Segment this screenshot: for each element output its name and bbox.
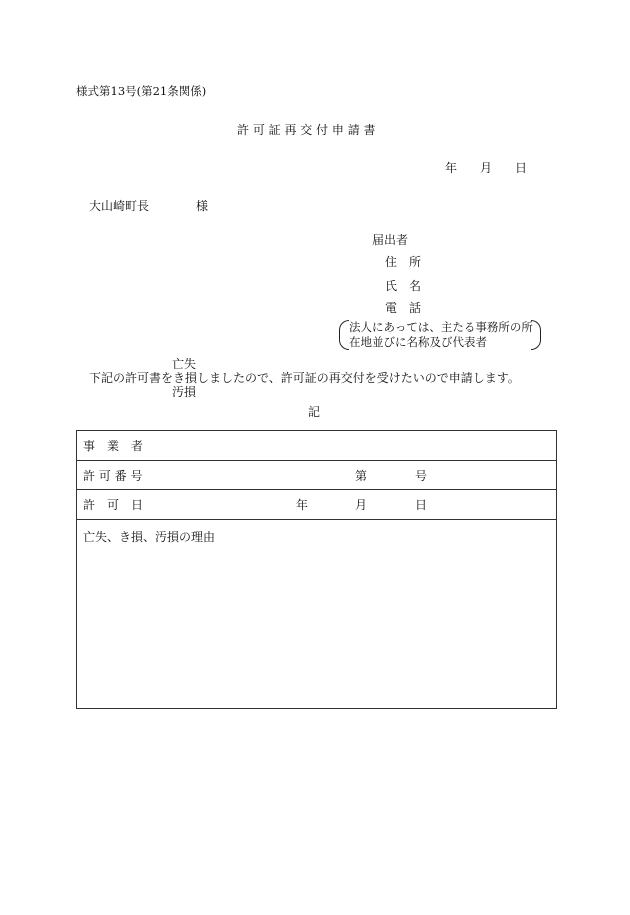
permit-number-label: 許 可 番 号 <box>83 469 143 483</box>
date-day-label: 日 <box>515 161 528 175</box>
permit-date-month: 月 <box>355 498 368 512</box>
addressee-name: 大山崎町長 <box>89 199 150 213</box>
statement-option-soiled: 汚損 <box>172 385 197 399</box>
corporate-note-line1: 法人にあっては、主たる事務所の所 <box>349 320 533 334</box>
permit-number-prefix: 第 <box>355 469 368 483</box>
permit-info-table <box>76 430 557 709</box>
business-row <box>77 431 556 461</box>
permit-date-year: 年 <box>296 498 309 512</box>
permit-date-row <box>77 490 556 520</box>
note-bracket-left <box>339 320 349 350</box>
permit-number-suffix: 号 <box>415 469 428 483</box>
statement-option-lost: 亡失 <box>172 357 197 371</box>
corporate-note-line2: 在地並びに名称及び代表者 <box>349 335 487 349</box>
applicant-address-label: 住 所 <box>385 255 422 269</box>
ki-heading: 記 <box>308 405 321 419</box>
permit-date-day: 日 <box>415 498 428 512</box>
date-year-label: 年 <box>445 161 458 175</box>
statement-text: 下記の許可書をき損しましたので、許可証の再交付を受けたいので申請します。 <box>89 371 520 385</box>
addressee-honorific: 様 <box>196 199 209 213</box>
permit-number-row <box>77 461 556 490</box>
permit-date-label: 許 可 日 <box>83 498 144 512</box>
applicant-name-label: 氏 名 <box>385 279 422 293</box>
document-title: 許 可 証 再 交 付 申 請 書 <box>237 123 376 137</box>
date-month-label: 月 <box>480 161 493 175</box>
business-label: 事 業 者 <box>83 439 144 453</box>
form-number: 様式第13号(第21条関係) <box>76 84 207 98</box>
reason-label: 亡失、き損、汚損の理由 <box>83 530 216 544</box>
applicant-phone-label: 電 話 <box>385 301 422 315</box>
applicant-heading: 届出者 <box>372 233 409 247</box>
note-bracket-right <box>531 320 541 350</box>
